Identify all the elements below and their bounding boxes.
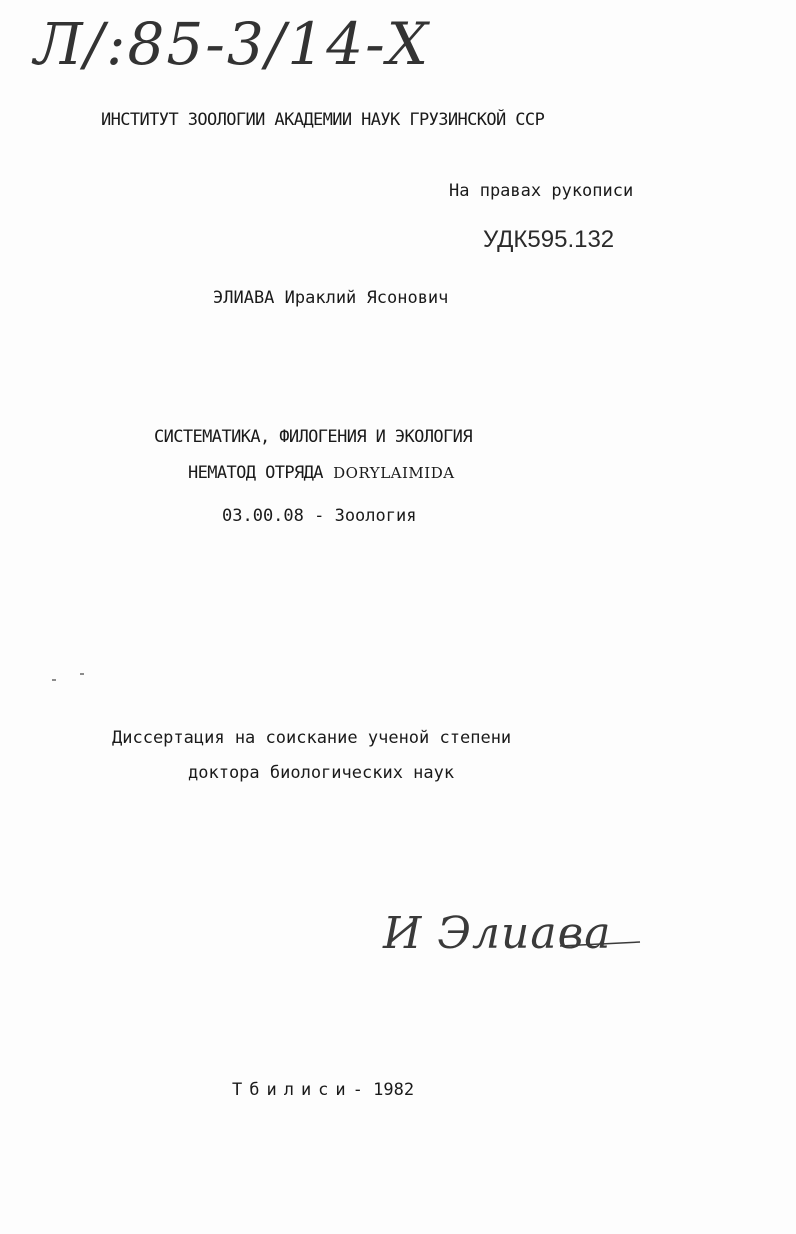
- title-line-1: СИСТЕМАТИКА, ФИЛОГЕНИЯ И ЭКОЛОГИЯ: [154, 427, 472, 447]
- title-line-2: [188, 465, 455, 482]
- archive-mark-handwritten: Л/:85-3/14-Х: [34, 10, 431, 78]
- institute-name: ИНСТИТУТ ЗООЛОГИИ АКАДЕМИИ НАУК ГРУЗИНСКОЙ ССР: [101, 110, 545, 130]
- author-name: ЭЛИАВА Ираклий Ясонович: [213, 288, 449, 308]
- specialty-code: 03.00.08 - Зоология: [222, 506, 417, 526]
- city-name: Тбилиси: [232, 1080, 353, 1100]
- dissertation-line-1: Диссертация на соискание ученой степени: [112, 728, 512, 748]
- rights-note: На правах рукописи: [449, 181, 634, 201]
- year: 1982: [373, 1080, 415, 1100]
- udc-code: УДК595.132: [483, 226, 615, 253]
- title-line-2-russian: НЕМАТОД ОТРЯДА: [188, 463, 323, 483]
- city-year-separator: -: [352, 1080, 363, 1100]
- dissertation-line-2: доктора биологических наук: [188, 763, 455, 783]
- title-line-2-latin: DORYLAIMIDA: [333, 464, 455, 482]
- city-year: [232, 1082, 414, 1099]
- author-signature: И Элиава: [383, 908, 612, 959]
